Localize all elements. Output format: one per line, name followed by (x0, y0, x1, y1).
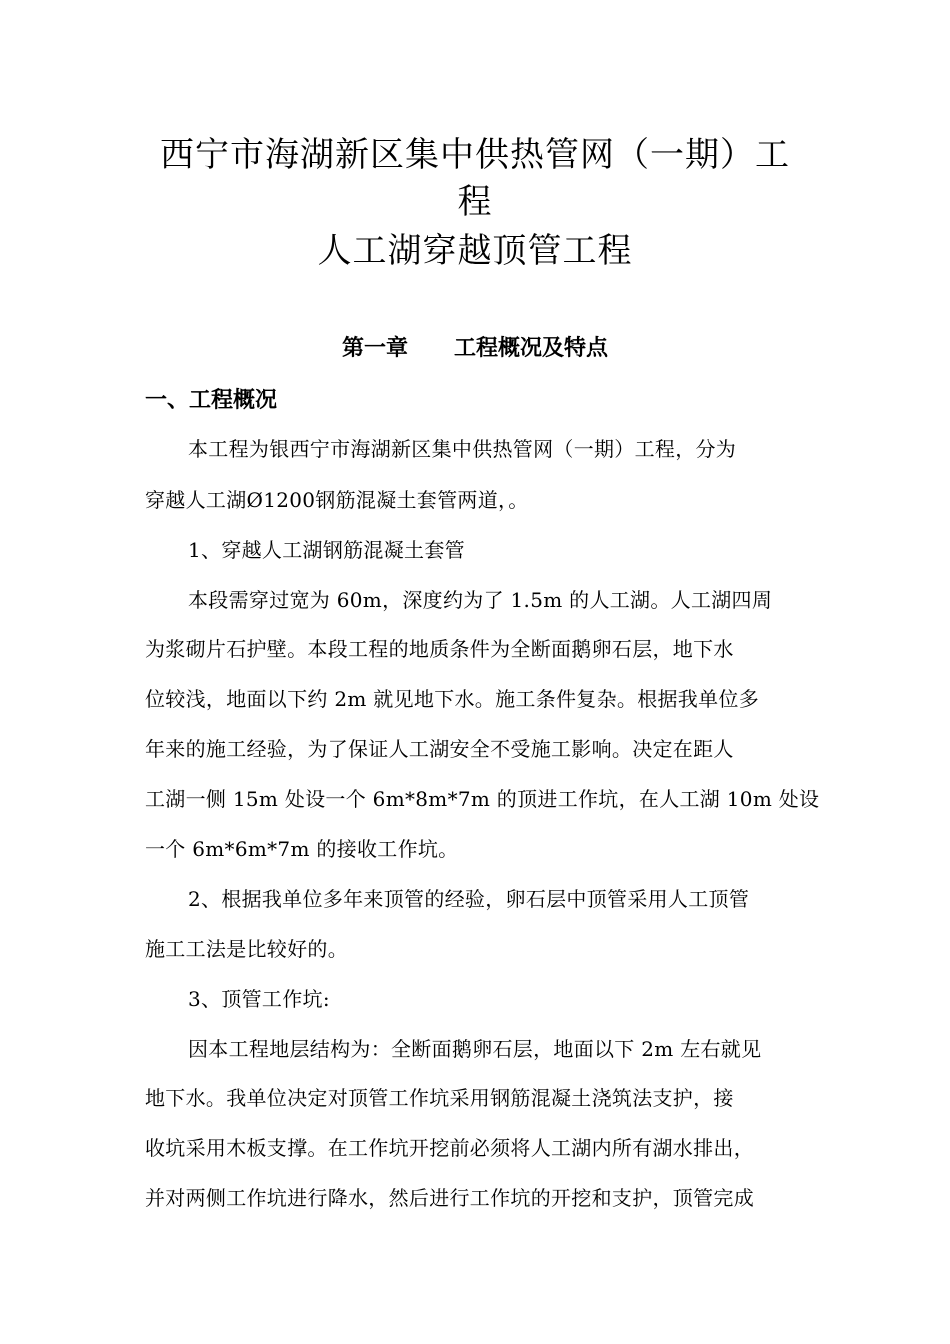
body-line: 3、顶管工作坑: (188, 987, 330, 1011)
section-heading: 一、工程概况 (145, 388, 278, 413)
body-line: 为浆砌片石护壁。本段工程的地质条件为全断面鹅卵石层，地下水 (145, 637, 734, 661)
body-line: 年来的施工经验，为了保证人工湖安全不受施工影响。决定在距人 (145, 737, 734, 761)
document-title-line-1: 西宁市海湖新区集中供热管网（一期）工 (160, 135, 790, 175)
body-line: 1、穿越人工湖钢筋混凝土套管 (188, 538, 465, 562)
body-line: 并对两侧工作坑进行降水，然后进行工作坑的开挖和支护，顶管完成 (145, 1186, 754, 1210)
chapter-heading: 第一章 工程概况及特点 (342, 336, 608, 361)
body-line: 工湖一侧 15m 处设一个 6m*8m*7m 的顶进工作坑，在人工湖 10m 处设 (145, 787, 820, 811)
document-title-line-3: 人工湖穿越顶管工程 (317, 231, 633, 271)
body-line: 因本工程地层结构为：全断面鹅卵石层，地面以下 2m 左右就见 (188, 1037, 762, 1061)
body-line: 收坑采用木板支撑。在工作坑开挖前必须将人工湖内所有湖水排出， (145, 1136, 754, 1160)
body-line: 一个 6m*6m*7m 的接收工作坑。 (145, 837, 459, 861)
body-line: 地下水。我单位决定对顶管工作坑采用钢筋混凝土浇筑法支护，接 (145, 1086, 734, 1110)
body-line: 位较浅，地面以下约 2m 就见地下水。施工条件复杂。根据我单位多 (145, 687, 760, 711)
body-line: 本段需穿过宽为 60m，深度约为了 1.5m 的人工湖。人工湖四周 (188, 588, 773, 612)
body-line: 本工程为银西宁市海湖新区集中供热管网（一期）工程，分为 (188, 437, 737, 461)
body-line: 2、根据我单位多年来顶管的经验，卵石层中顶管采用人工顶管 (188, 887, 750, 911)
document-title-line-2: 程 (457, 182, 493, 222)
body-line: 施工工法是比较好的。 (145, 937, 348, 961)
body-line: 穿越人工湖Ø1200钢筋混凝土套管两道，。 (145, 488, 529, 512)
